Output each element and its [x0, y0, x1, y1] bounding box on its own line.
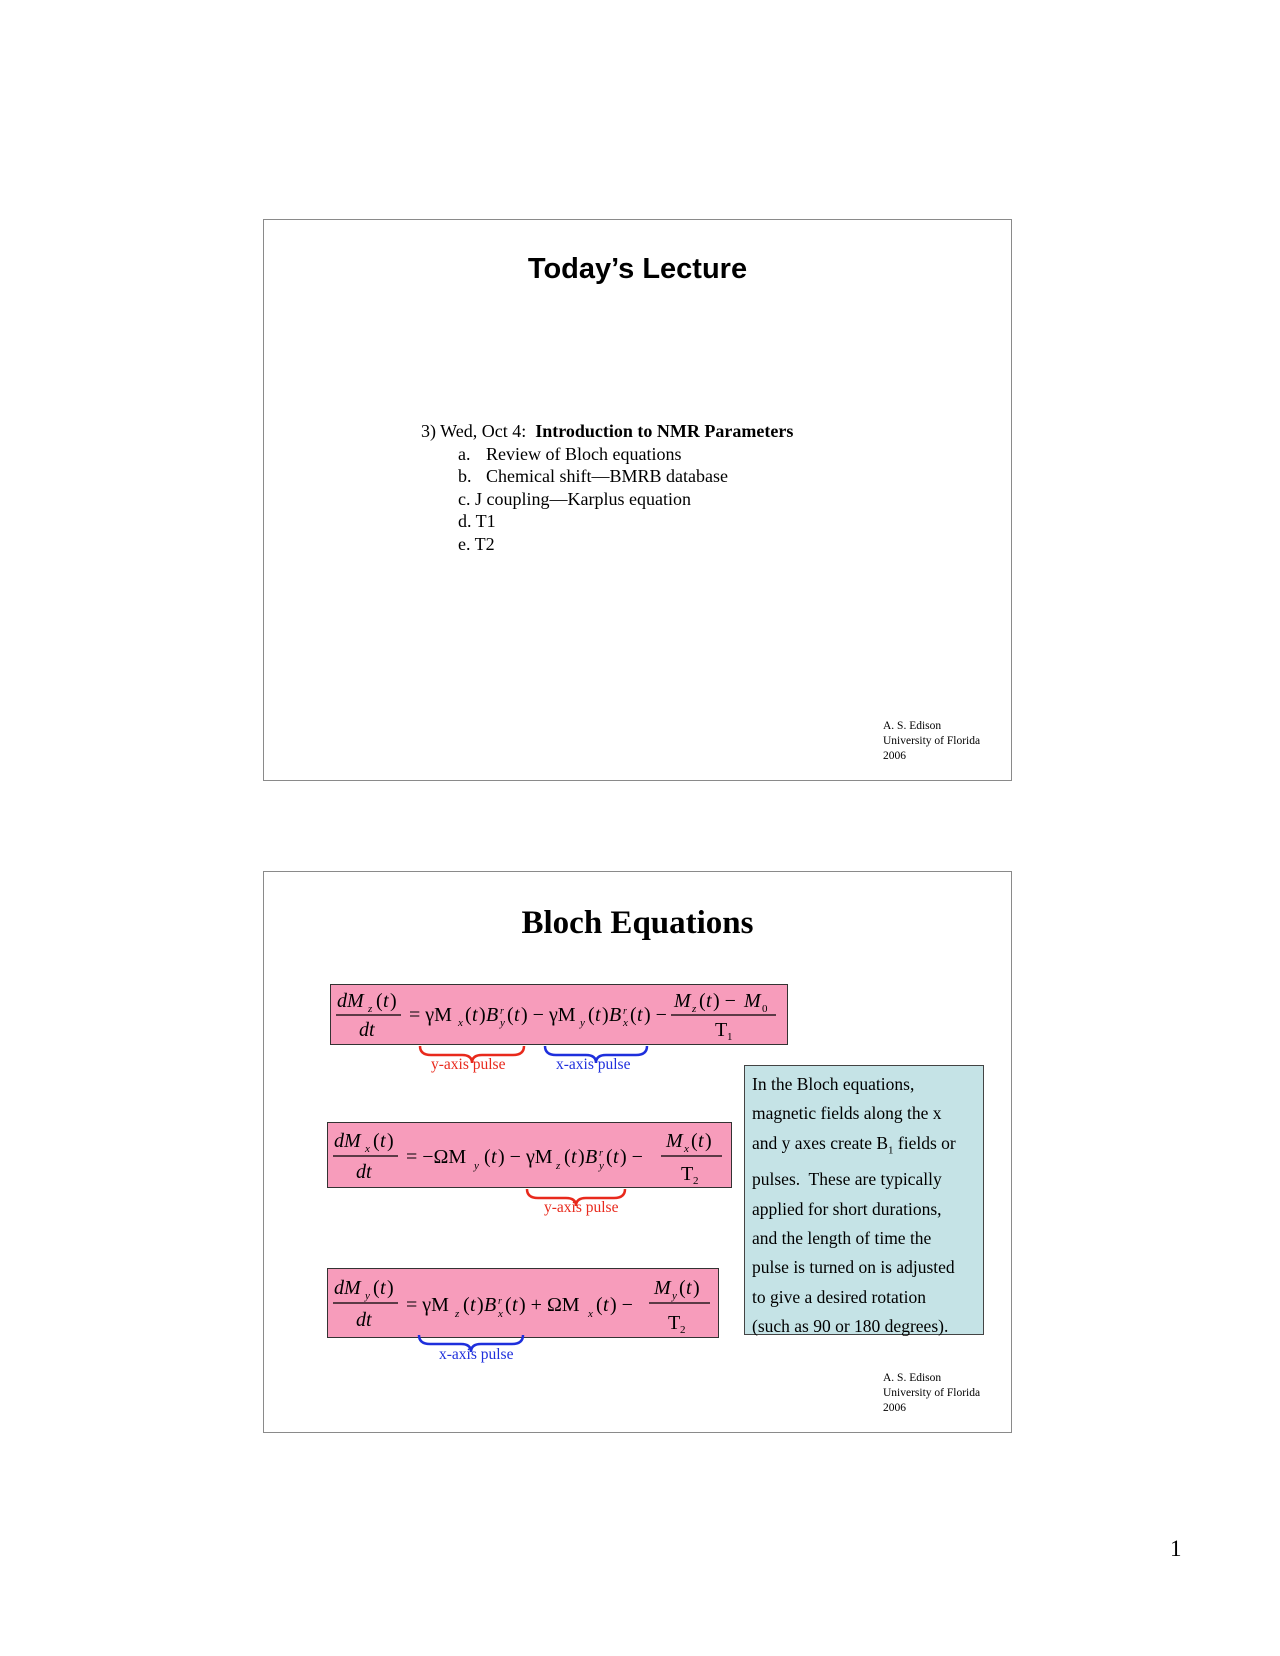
lecture-date: 3) Wed, Oct 4:	[421, 421, 536, 441]
x-axis-pulse-label: x-axis pulse	[556, 1056, 631, 1073]
svg-text:y: y	[599, 1160, 604, 1172]
svg-text:(: (	[507, 1004, 514, 1026]
svg-text:t: t	[595, 1004, 601, 1026]
slide-bloch-equations	[263, 871, 1012, 1433]
lecture-topic: Introduction to NMR Parameters	[535, 421, 794, 441]
bloch-equation-y	[327, 1268, 719, 1338]
svg-text:(: (	[691, 1130, 698, 1152]
svg-text:) − γM: ) − γM	[498, 1146, 553, 1168]
svg-text:(: (	[596, 1294, 603, 1316]
svg-text:B: B	[585, 1146, 598, 1168]
slide-title: Today’s Lecture	[527, 253, 748, 285]
svg-text:= γM: = γM	[409, 1004, 452, 1026]
lecture-heading	[421, 420, 793, 443]
svg-text:t: t	[637, 1004, 643, 1026]
svg-text:): )	[578, 1146, 585, 1168]
svg-text:(: (	[373, 1130, 380, 1152]
svg-text:y: y	[474, 1160, 479, 1172]
author-credit: A. S. Edison University of Florida 2006	[883, 720, 981, 762]
svg-text:z: z	[556, 1160, 561, 1172]
svg-text:B: B	[609, 1004, 622, 1026]
svg-text:2: 2	[680, 1324, 686, 1336]
svg-text:M: M	[666, 1130, 683, 1152]
svg-text:dM: dM	[334, 1130, 361, 1152]
svg-text:t: t	[512, 1294, 518, 1316]
svg-text:dM: dM	[334, 1277, 361, 1299]
svg-text:M: M	[674, 990, 691, 1012]
lecture-outline	[421, 420, 793, 555]
slide-title: Bloch Equations	[521, 905, 754, 941]
svg-text:M: M	[744, 990, 761, 1012]
svg-text:y: y	[580, 1017, 585, 1029]
svg-text:x: x	[498, 1308, 503, 1320]
svg-text:): )	[390, 990, 397, 1012]
svg-text:) − γM: ) − γM	[521, 1004, 576, 1026]
svg-text:) + ΩM: ) + ΩM	[519, 1294, 580, 1316]
svg-text:(: (	[463, 1294, 470, 1316]
equation-z-formula	[331, 985, 787, 1044]
svg-text:(: (	[630, 1004, 637, 1026]
equation-x-formula	[328, 1123, 731, 1187]
svg-text:(: (	[564, 1146, 571, 1168]
svg-text:r: r	[498, 1296, 502, 1307]
svg-text:) −: ) −	[644, 1004, 667, 1026]
bloch-equation-z	[330, 984, 788, 1045]
list-item: d. T1	[458, 511, 496, 531]
svg-text:) −: ) −	[713, 990, 736, 1012]
svg-text:t: t	[613, 1146, 619, 1168]
svg-text:T: T	[715, 1019, 728, 1041]
list-item: b. Chemical shift—BMRB database	[458, 466, 728, 486]
svg-text:(: (	[699, 990, 706, 1012]
y-axis-pulse-label: y-axis pulse	[544, 1199, 619, 1216]
svg-text:= −ΩM: = −ΩM	[406, 1146, 467, 1168]
svg-text:T: T	[668, 1312, 681, 1334]
svg-text:(: (	[376, 990, 383, 1012]
svg-text:(: (	[373, 1277, 380, 1299]
svg-text:t: t	[603, 1294, 609, 1316]
svg-text:1: 1	[727, 1031, 733, 1043]
svg-text:x: x	[588, 1308, 593, 1320]
svg-text:t: t	[472, 1004, 478, 1026]
svg-text:T: T	[681, 1163, 694, 1185]
svg-text:): )	[479, 1004, 486, 1026]
svg-text:t: t	[380, 1130, 386, 1152]
svg-text:t: t	[706, 990, 712, 1012]
svg-text:t: t	[383, 990, 389, 1012]
x-axis-pulse-label: x-axis pulse	[439, 1346, 514, 1363]
svg-text:(: (	[505, 1294, 512, 1316]
svg-text:) −: ) −	[610, 1294, 633, 1316]
svg-text:z: z	[692, 1003, 697, 1015]
page-number: 1	[1170, 1536, 1182, 1561]
svg-text:t: t	[698, 1130, 704, 1152]
svg-text:r: r	[599, 1148, 603, 1159]
svg-text:(: (	[679, 1277, 686, 1299]
svg-text:t: t	[380, 1277, 386, 1299]
bloch-note-box: In the Bloch equations, magnetic fields along the x and y axes create $B_1$ fields or pulses. These are typically applied for short durations, and the length of time the pulse is turned on is adjusted to give a desired rotation (such as 90 or 180 degrees).	[744, 1065, 984, 1335]
svg-text:x: x	[365, 1143, 370, 1155]
slide-todays-lecture	[263, 219, 1012, 781]
svg-text:z: z	[368, 1003, 373, 1015]
svg-text:): )	[387, 1277, 394, 1299]
svg-text:t: t	[491, 1146, 497, 1168]
svg-text:x: x	[684, 1143, 689, 1155]
list-item: e. T2	[458, 533, 495, 554]
svg-text:0: 0	[762, 1003, 768, 1015]
bloch-equation-x	[327, 1122, 732, 1188]
svg-text:z: z	[455, 1308, 460, 1320]
svg-text:) −: ) −	[620, 1146, 643, 1168]
svg-text:dM: dM	[337, 990, 364, 1012]
svg-text:t: t	[514, 1004, 520, 1026]
list-item: c. J coupling—Karplus equation	[458, 488, 691, 509]
list-item: a. Review of Bloch equations	[458, 443, 682, 464]
svg-text:): )	[693, 1277, 700, 1299]
equation-y-formula	[328, 1269, 718, 1337]
svg-text:x: x	[623, 1017, 628, 1029]
svg-text:B: B	[484, 1294, 497, 1316]
svg-text:): )	[602, 1004, 609, 1026]
svg-text:(: (	[606, 1146, 613, 1168]
svg-text:dt: dt	[356, 1161, 372, 1183]
svg-text:(: (	[465, 1004, 472, 1026]
svg-text:y: y	[672, 1290, 677, 1302]
svg-text:= γM: = γM	[406, 1294, 449, 1316]
svg-text:(: (	[484, 1146, 491, 1168]
svg-text:dt: dt	[359, 1019, 375, 1041]
svg-text:dt: dt	[356, 1309, 372, 1331]
svg-text:B: B	[486, 1004, 499, 1026]
svg-text:): )	[705, 1130, 712, 1152]
author-credit: A. S. Edison University of Florida 2006	[883, 1372, 981, 1414]
svg-text:r: r	[623, 1006, 627, 1017]
svg-text:): )	[477, 1294, 484, 1316]
svg-text:r: r	[500, 1006, 504, 1017]
svg-text:M: M	[654, 1277, 671, 1299]
svg-text:t: t	[571, 1146, 577, 1168]
svg-text:2: 2	[693, 1175, 699, 1187]
svg-text:y: y	[500, 1017, 505, 1029]
svg-text:): )	[387, 1130, 394, 1152]
y-axis-pulse-label: y-axis pulse	[431, 1056, 506, 1073]
svg-text:(: (	[588, 1004, 595, 1026]
svg-text:y: y	[365, 1290, 370, 1302]
svg-text:x: x	[458, 1017, 463, 1029]
svg-text:t: t	[470, 1294, 476, 1316]
svg-text:t: t	[686, 1277, 692, 1299]
